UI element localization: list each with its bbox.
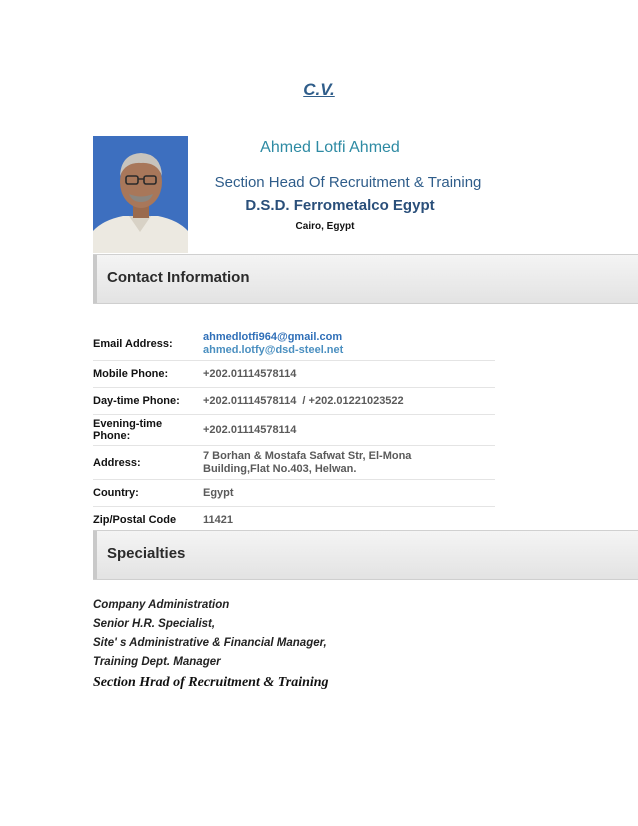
company-name: D.S.D. Ferrometalco Egypt [245, 197, 435, 214]
table-row-evening [93, 415, 495, 446]
job-role: Section Head Of Recruitment & Training [214, 174, 482, 191]
email-link-secondary[interactable]: ahmed.lotfy@dsd-steel.net [203, 343, 344, 356]
address-label: Address: [93, 456, 141, 469]
list-item: Section Hrad of Recruitment & Training [93, 675, 329, 690]
table-row-mobile [93, 361, 495, 388]
mobile-label: Mobile Phone: [93, 368, 169, 380]
daytime-value: +202.01114578114 / +202.01221023522 [203, 394, 404, 407]
list-item: Site' s Administrative & Financial Manager, [93, 637, 327, 649]
section-divider [93, 531, 97, 579]
contact-table [93, 327, 495, 533]
evening-value: +202.01114578114 [203, 423, 297, 436]
table-row-address [93, 446, 495, 480]
address-value: 7 Borhan & Mostafa Safwat Str, El-Mona Building,Flat No.403, Helwan. [203, 449, 412, 475]
email-link-primary[interactable]: ahmedlotfi964@gmail.com [203, 330, 343, 343]
country-label: Country: [93, 487, 139, 499]
country-value: Egypt [203, 486, 234, 499]
zip-label: Zip/Postal Code [93, 514, 177, 526]
email-values [203, 331, 495, 357]
contact-heading: Contact Information [107, 269, 250, 286]
specialties-section-header [93, 530, 638, 580]
specialties-list [93, 596, 543, 692]
contact-section-header [93, 254, 638, 304]
list-item: Senior H.R. Specialist, [93, 618, 216, 630]
person-name: Ahmed Lotfi Ahmed [260, 139, 400, 156]
cv-title: C.V. [303, 80, 335, 99]
email-label: Email Address: [93, 337, 173, 350]
daytime-label: Day-time Phone: [93, 395, 180, 407]
evening-label: Evening-time Phone: [93, 418, 163, 442]
profile-photo [93, 136, 188, 253]
section-divider [93, 255, 97, 303]
list-item: Training Dept. Manager [93, 656, 221, 668]
mobile-value: +202.01114578114 [203, 367, 297, 380]
zip-value: 11421 [203, 513, 233, 526]
table-row-email [93, 327, 495, 361]
table-row-country [93, 480, 495, 507]
location: Cairo, Egypt [295, 221, 355, 232]
table-row-daytime [93, 388, 495, 415]
specialties-heading: Specialties [107, 545, 186, 562]
list-item: Company Administration [93, 599, 230, 611]
